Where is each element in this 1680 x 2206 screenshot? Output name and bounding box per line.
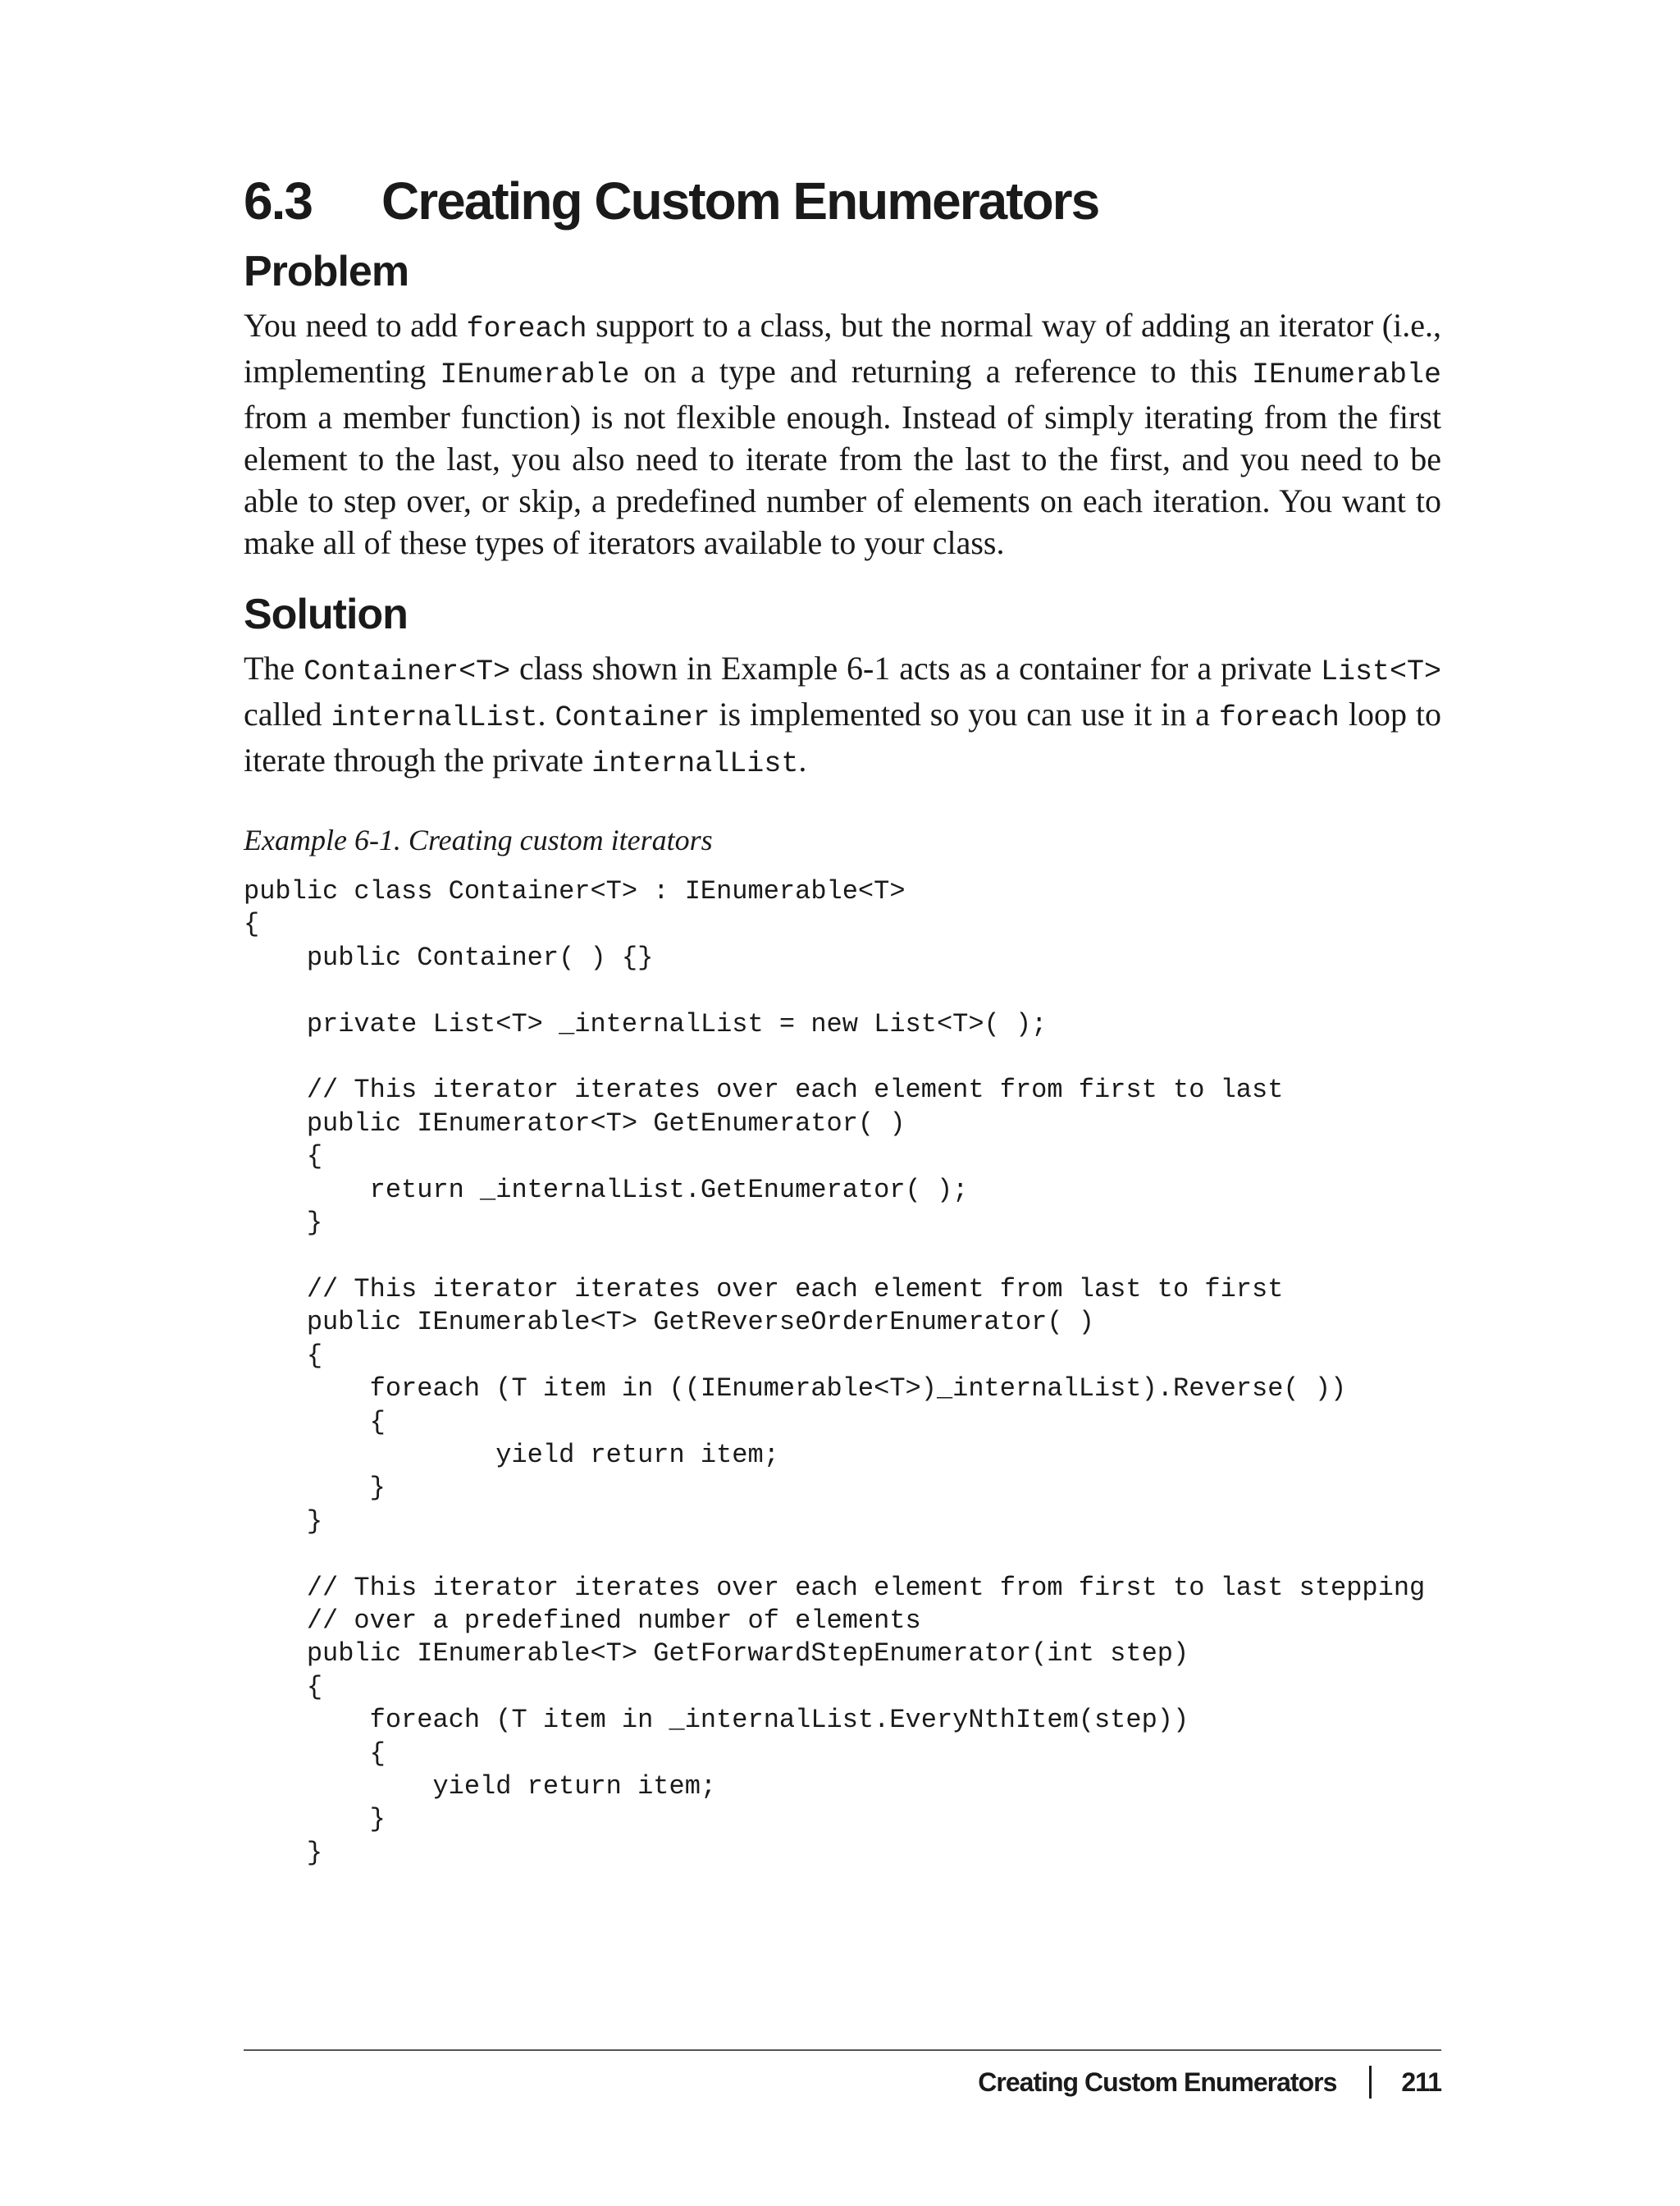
- text-span: is implemented so you can use it in a: [710, 696, 1219, 733]
- code-inline: internalList: [331, 701, 538, 734]
- code-inline: List<T>: [1320, 655, 1442, 688]
- section-number: 6.3: [244, 171, 312, 231]
- code-inline: foreach: [466, 313, 587, 345]
- code-inline: IEnumerable: [1251, 359, 1442, 391]
- text-span: on a type and returning a reference to this: [629, 353, 1252, 390]
- code-inline: IEnumerable: [440, 359, 630, 391]
- text-span: The: [244, 650, 304, 687]
- solution-heading: Solution: [244, 591, 408, 638]
- page-footer: [244, 2049, 1441, 2099]
- page-number: 211: [1401, 2067, 1441, 2097]
- text-span: called: [244, 696, 331, 733]
- running-title: Creating Custom Enumerators: [978, 2067, 1337, 2097]
- problem-paragraph: [244, 304, 1441, 564]
- code-inline: Container<T>: [304, 655, 511, 688]
- problem-heading: Problem: [244, 248, 409, 295]
- example-caption: Example 6-1. Creating custom iterators: [244, 824, 713, 856]
- solution-paragraph: [244, 647, 1441, 785]
- section-title-text: Creating Custom Enumerators: [381, 171, 1099, 231]
- text-span: You need to add: [244, 307, 467, 344]
- page-content: [244, 168, 1441, 1870]
- text-span: support to a class, but the normal way of adding an iterator (i.e., implementing: [244, 307, 1441, 390]
- text-span: .: [537, 696, 555, 733]
- footer-separator: [1369, 2066, 1372, 2099]
- code-inline: foreach: [1218, 701, 1340, 734]
- text-span: loop to iterate through the private: [244, 696, 1442, 779]
- code-inline: Container: [555, 701, 710, 734]
- section-title: [244, 168, 1441, 234]
- text-span: .: [798, 742, 807, 779]
- code-inline: internalList: [591, 747, 799, 780]
- text-span: from a member function) is not flexible enough. Instead of simply iterating from the first element to the last, you also need to iterate from the last to the first, and you need to be able to step over, or skip, a predefined number of elements on each iteration. You want to make all of these types of iterators available to your class.: [244, 399, 1441, 561]
- text-span: class shown in Example 6-1 acts as a container for a private: [510, 650, 1321, 687]
- code-listing: public class Container<T> : IEnumerable<T> { public Container( ) {} private List<T> _internalList = new List<T>( ); // This iterator iterates over each element from first to last public IEnumerator<T> GetEnumerator( ) { return _internalList.GetEnumerator( ); } // This iterator iterates over each element from last to first public IEnumerable<T> GetReverseOrderEnumerator( ) { foreach (T item in ((IEnumerable<T>)_internalList).Reverse( )) { yield return item; } } // This iterator iterates over each element from first to last stepping // over a predefined number of elements public IEnumerable<T> GetForwardStepEnumerator(int step) { foreach (T item in _internalList.EveryNthItem(step)) { yield return item; } }: [244, 876, 1426, 1868]
